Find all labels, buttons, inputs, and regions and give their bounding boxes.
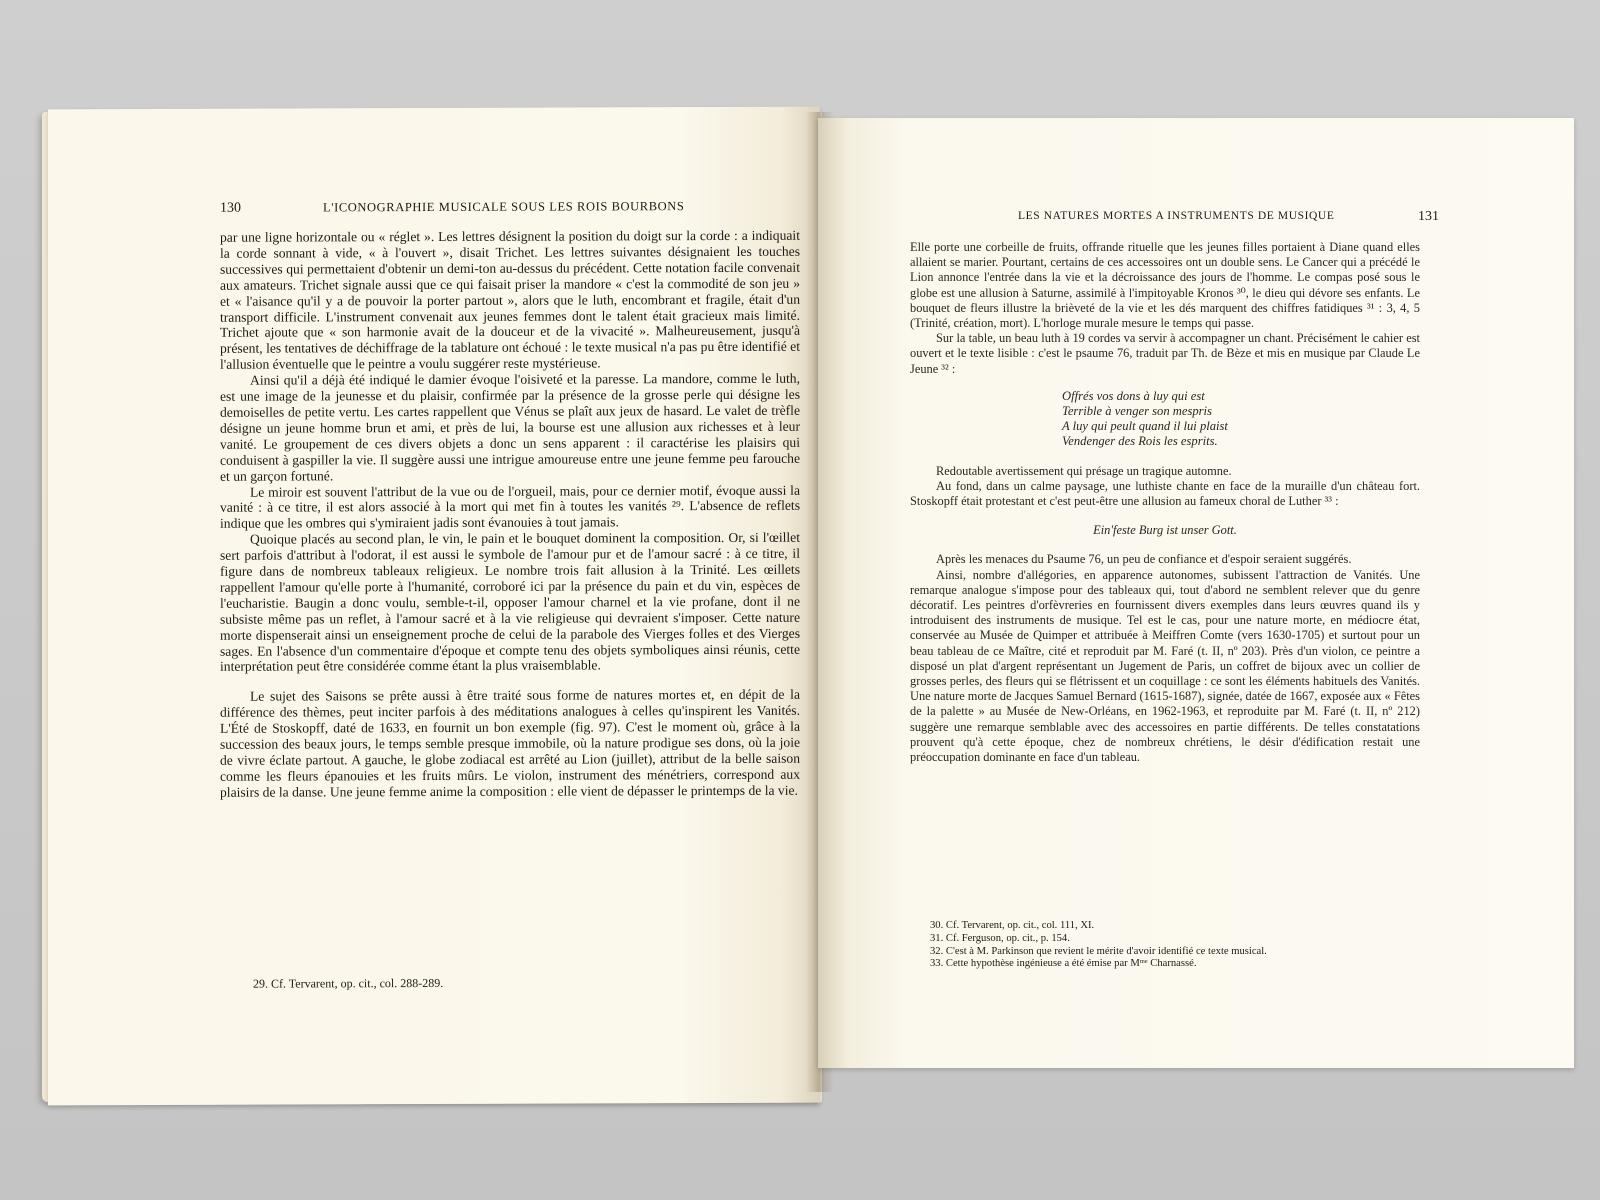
right-paragraph-5: Après les menaces du Psaume 76, un peu de confiance et d'espoir seraient suggérés. — [936, 552, 1352, 567]
right-paragraph-1: Elle porte une corbeille de fruits, offrande rituelle que les jeunes filles portaient à Diane quand elles allaient se marier. Pourtant, certains de ces accessoires ont un double sens. Le Cancer qui a précédé le Lion annonce l'entrée dans la vie et la décroissance des jours de l'homme. Le compas posé sous le globe est une allusion à Saturne, assimilé à l'impitoyable Kronos ³⁰, le dieu qui dévore ses enfants. Le bouquet de fleurs illustre la brièveté de la vie et les dés marquent des chiffres fatidiques ³¹ : 3, 4, 5 (Trinité, création, mort). L'horloge murale mesure le temps qui passe. — [910, 240, 1420, 331]
right-page — [818, 118, 1574, 1068]
psalm-verse — [1062, 389, 1420, 450]
footnote-30: 30. Cf. Tervarent, op. cit., col. 111, XI. — [930, 920, 1095, 931]
left-paragraph-5: Le sujet des Saisons se prête aussi à être traité sous forme de natures mortes et, en dépit de la différence des thèmes, peut inciter parfois à des méditations analogues à celles qu'inspirent les Vanités. L'Été de Stoskopff, daté de 1633, en fournit un bon exemple (fig. 97). C'est le moment où, grâce à la succession des beaux jours, le temps semble presque immobile, où la nature prodigue ses dons, où la joie de vivre éclate partout. A gauche, le globe zodiacal est arrêté au Lion (juillet), attribut de la belle saison comme les fleurs épanouies et les fruits mûrs. Le violon, instrument des ménétriers, correspond aux plaisirs de la danse. Une jeune femme anime la composition : elle vient de dépasser le printemps de la vie. — [220, 687, 800, 800]
verse-line: Offrés vos dons à luy qui est — [1062, 388, 1205, 403]
footnote-32: 32. C'est à M. Parkinson que revient le mérite d'avoir identifié ce texte musical. — [930, 945, 1267, 957]
verse-line: Vendenger des Rois les esprits. — [1062, 434, 1218, 449]
left-paragraph-2: Ainsi qu'il a déjà été indiqué le damier évoque l'oisiveté et la paresse. La mandore, comme le luth, est une image de la jeunesse et du plaisir, confirmée par la présence de la grosse perle qui désigne les demoiselles de petite vertu. Les cartes rappellent que Vénus se plaît aux jeux de hasard. Le valet de trèfle désigne un jeune homme brun et ami, et près de lui, la bourse est une allusion aux richesses et à leur vanité. Le groupement de ces divers objets a donc un sens apparent : il caractérise les plaisirs qui conduisent à gaspiller la vie. Il suggère aussi une intrigue amoureuse entre une jeune femme peu farouche et un garçon fortuné. — [220, 370, 800, 484]
verse-line: A luy qui peult quand il lui plaist — [1062, 419, 1228, 434]
right-paragraph-6: Ainsi, nombre d'allégories, en apparence autonomes, subissent l'attraction de Vanités. Une remarque analogue s'impose pour des tableaux qui, tout d'abord ne semblent relever que du genre décoratif. Les peintres d'orfèvreries en fournissent divers exemples dans leurs œuvres quand ils y introduisent des instruments de musique. Tel est le cas, pour une nature morte, en médiocre état, conservée au Musée de Quimper et attribuée à Meiffren Comte (vers 1630-1705) et surtout pour un beau tableau de ce Maître, cité et reproduit par M. Faré (t. II, nº 203). Près d'un violon, ce peintre a disposé un plat d'argent représentant un Jugement de Paris, un coffret de bijoux avec un collier de grosses perles, des fleurs qui se flétrissent et un coquillage : ce sont les éléments habituels des Vanités. Une nature morte de Jacques Samuel Bernard (1615-1687), signée, datée de 1667, exposée aux « Fêtes de la palette » au Musée de New-Orléans, en 1962-1963, et reproduite par M. Faré (t. II, nº 212) suggère une remarque semblable avec des accessoires en partie différents. De telles constatations prouvent qu'à cette époque, chez de nombreux chrétiens, le désir d'édification restait une préoccupation dominante en face d'un tableau. — [910, 567, 1420, 765]
luther-choral-title: Ein'feste Burg ist unser Gott. — [1093, 523, 1237, 538]
right-paragraph-3: Redoutable avertissement qui présage un tragique automne. — [936, 463, 1232, 478]
right-paragraph-2: Sur la table, un beau luth à 19 cordes va servir à accompagner un chant. Précisément le cahier est ouvert et le texte lisible : c'est le psaume 76, traduit par Th. de Bèze et mis en musique par Claude Le Jeune ³² : — [910, 331, 1420, 376]
left-running-head: L'ICONOGRAPHIE MUSICALE SOUS LES ROIS BOURBONS — [323, 199, 685, 215]
right-paragraph-4: Au fond, dans un calme paysage, une luthiste chante en face de la muraille d'un château fort. Stoskopff était protestant et c'est peut-être une allusion au fameux choral de Luther ³³ : — [910, 478, 1420, 509]
right-folio: 131 — [1418, 209, 1439, 224]
footnote-31: 31. Cf. Ferguson, op. cit., p. 154. — [930, 932, 1070, 944]
verse-line: Terrible à venger son mespris — [1062, 404, 1212, 419]
left-paragraph-4: Quoique placés au second plan, le vin, le pain et le bouquet dominent la composition. Or, si l'œillet sert parfois d'attribut à l'odorat, il est aussi le symbole de l'amour pur et de l'amour sacré : à ce titre, il figure dans de nombreux tableaux religieux. Le nombre trois fait allusion à la Trinité. Les œillets rappellent l'amour qu'elle porte à l'humanité, corroboré ici par la présence du pain et du vin, espèces de l'eucharistie. Baugin a donc voulu, semble-t-il, opposer l'amour charnel et la vie profane, dont il ne subsiste même pas un reflet, à l'amour sacré et à la vie religieuse qui devraient s'imposer. Cette nature morte dispenserait ainsi un enseignement proche de celui de la parabole des Vierges folles et des Vierges sages. En l'absence d'un commentaire d'époque et compte tenu des objets symboliques ainsi réunis, cette interprétation peut être considérée comme étant la plus vraisemblable. — [220, 529, 800, 675]
right-footnotes — [930, 920, 1267, 971]
left-footnote: 29. Cf. Tervarent, op. cit., col. 288-289. — [253, 975, 444, 991]
left-paragraph-1: par une ligne horizontale ou « réglet ». Les lettres désignent la position du doigt sur la corde : a indiquait la corde sonnant à vide, « à l'ouvert », disait Trichet. Les lettres suivantes désignaient les touches successives qui permettaient d'obtenir un demi-ton au-dessus du précédent. Cette notation facile convenait aux amateurs. Trichet signale aussi que ce qui faisait priser la mandore « c'est la commodité de son jeu » et « l'aisance qu'il y a de pouvoir la porter partout », alors que le luth, encombrant et fragile, était d'un transport difficile. L'instrument convenait aux jeunes femmes dont le talent était gracieux mais limité. Trichet ajoute que « son harmonie avait de la douceur et de la vivacité ». Malheureusement, jusqu'à présent, les tentatives de déchiffrage de la tablature ont échoué : le texte musical n'a pas pu être identifié et l'allusion éventuelle que le peintre a voulu suggérer reste mystérieuse. — [220, 227, 800, 372]
left-paragraph-3: Le miroir est souvent l'attribut de la vue ou de l'orgueil, mais, pour ce dernier motif, évoque aussi la vanité : à ce titre, il est alors associé à la mort qui met fin à toutes les vanités ²⁹. L'absence de reflets indique que les ombres qui s'ymiraient jadis sont évanouies à tout jamais. — [220, 482, 800, 532]
right-running-head: LES NATURES MORTES A INSTRUMENTS DE MUSIQUE — [1018, 210, 1335, 222]
left-text-block — [220, 228, 800, 801]
right-text-block — [910, 240, 1420, 765]
footnote-33: 33. Cette hypothèse ingénieuse a été émise par Mᵐᵉ Charnassé. — [930, 958, 1197, 970]
left-page — [48, 107, 820, 1106]
left-folio: 130 — [220, 200, 241, 216]
